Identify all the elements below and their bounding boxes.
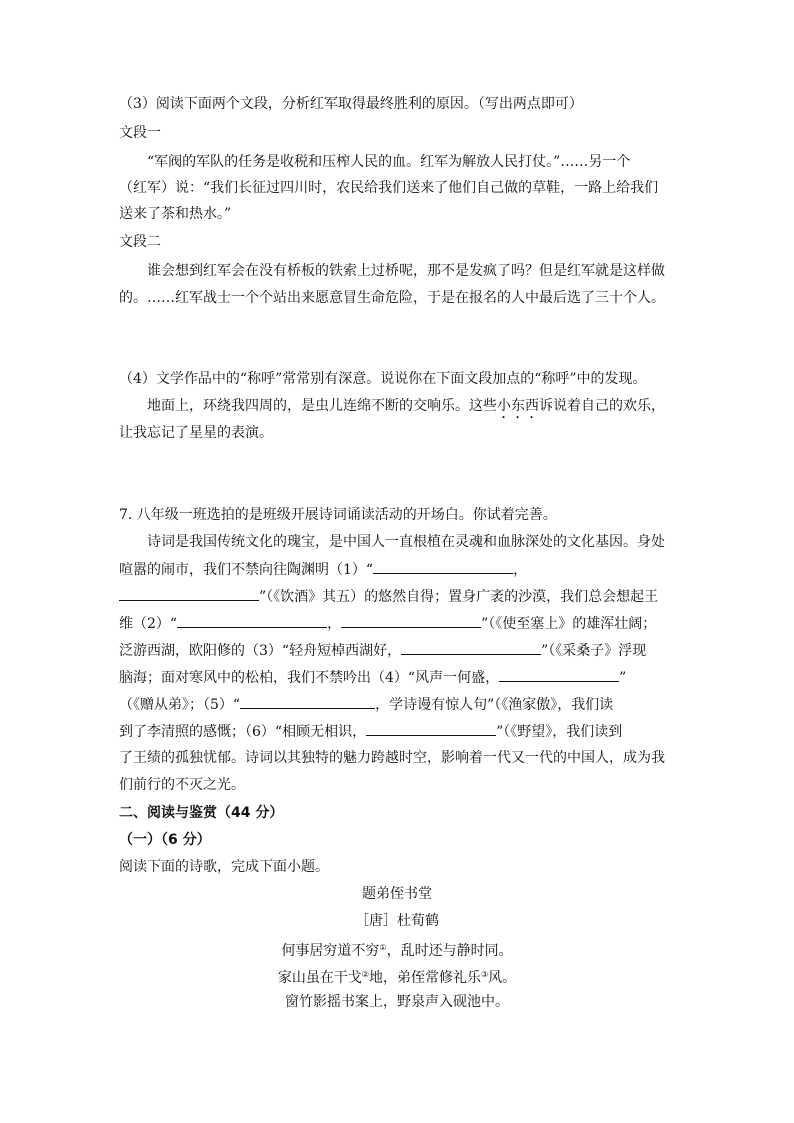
- q7-line8-b: ，学诗谩有惊人句”（《渔家傲》，我们读: [375, 697, 614, 713]
- blank-3[interactable]: [401, 640, 541, 655]
- blank-5[interactable]: [240, 694, 375, 709]
- poem-line1-a: 何事居穷道不穷: [281, 943, 380, 959]
- q7-line9-b: ”（《野望》，我们读到: [496, 724, 623, 740]
- q4-line1-a: 地面上，环绕我四周的，是虫儿连绵不断的交响乐。这些: [147, 398, 497, 414]
- q7-line4-b: ”（《饮酒》其五）的悠然自得；置身广袤的沙漠，我们总会想起王: [259, 589, 659, 605]
- section2-instruction: 阅读下面的诗歌，完成下面小题。: [119, 859, 329, 875]
- blank-2b[interactable]: [341, 613, 481, 628]
- poem-author: ［唐］杜荀鹤: [355, 913, 439, 929]
- q3-seg1-title: 文段一: [119, 125, 161, 141]
- q7-line11: 们前行的不灭之光。: [119, 777, 245, 793]
- poem-line1-b: ，乱时还与静时同。: [386, 943, 513, 959]
- poem-line1: [0, 938, 794, 961]
- footnote-mark-1: ①: [379, 943, 387, 952]
- q4-prompt: （4）文学作品中的“称呼”常常别有深意。说说你在下面文段加点的“称呼”中的发现。: [119, 371, 647, 387]
- q3-seg2-title: 文段二: [119, 234, 161, 250]
- q4-line2: 让我忘记了星星的表演。: [119, 425, 273, 441]
- q7-line7-b: ”: [619, 670, 627, 686]
- q4-dotted-term: 小东西: [497, 398, 539, 414]
- q4-line1-b: 诉说着自己的欢乐，: [539, 398, 665, 414]
- q3-seg2-line2: 的。……红军战士一个个站出来愿意冒生命危险，于是在报名的人中最后选了三十个人。: [119, 290, 665, 306]
- q7-line9-a: 到了李清照的感慨；（6）“相顾无相识，: [119, 724, 367, 740]
- q3-prompt: （3）阅读下面两个文段，分析红军取得最终胜利的原因。（写出两点即可）: [119, 96, 583, 112]
- q7-line9: [119, 721, 622, 742]
- section2-heading: 二、阅读与鉴赏（44 分）: [119, 805, 284, 821]
- q4-line1: [147, 396, 665, 422]
- blank-1b[interactable]: [119, 586, 259, 601]
- q7-line5-c: ”（《使至塞上》的雄浑壮阔；: [481, 616, 657, 632]
- q7-line4: [119, 586, 658, 607]
- q3-seg1-line3: 送来了茶和热水。”: [119, 206, 232, 222]
- blank-1a[interactable]: [373, 559, 513, 574]
- q7-line8: [119, 694, 613, 715]
- q7-title: 7. 八年级一班选拍的是班级开展诗词诵读活动的开场白。你试着完善。: [119, 507, 557, 523]
- poem-title: 题弟侄书堂: [362, 886, 432, 902]
- poem-line2-b: 地，弟侄常修礼乐: [369, 970, 481, 986]
- q3-seg1-line2: （红军）说：“我们长征过四川时，农民给我们送来了他们自己做的草鞋，一路上给我们: [119, 180, 659, 196]
- footnote-mark-3: ③: [481, 970, 489, 979]
- q7-line10: 了王绩的孤独忧郁。诗词以其独特的魅力跨越时空，影响着一代又一代的中国人，成为我: [119, 750, 665, 766]
- q7-line2: 诗词是我国传统文化的瑰宝，是中国人一直根植在灵魂和血脉深处的文化基因。身处: [147, 534, 665, 550]
- poem-line3: 窗竹影摇书案上，野泉声入砚池中。: [285, 994, 509, 1010]
- footnote-mark-2: ②: [361, 970, 369, 979]
- q7-line3-a: 喧嚣的闹市，我们不禁向往陶渊明（1）“: [119, 562, 374, 578]
- q7-line7-a: 脑海；面对寒风中的松柏，我们不禁吟出（4）“风声一何盛，: [119, 670, 500, 686]
- q7-line6: [119, 640, 646, 661]
- q7-line3: [119, 559, 527, 580]
- q7-line3-b: ，: [513, 562, 528, 578]
- q7-line5-b: ，: [327, 616, 342, 632]
- blank-6[interactable]: [366, 721, 496, 736]
- q7-line5: [119, 613, 656, 634]
- q7-line6-b: ”（《采桑子》浮现: [541, 643, 647, 659]
- q7-line6-a: 泛游西湖，欧阳修的（3）“轻舟短棹西湖好，: [119, 643, 402, 659]
- blank-4[interactable]: [499, 667, 619, 682]
- blank-2a[interactable]: [177, 613, 327, 628]
- poem-line2-c: 风。: [488, 970, 517, 986]
- section2-subheading: （一）（6 分）: [119, 832, 211, 848]
- q7-line5-a: 维（2）“: [119, 616, 178, 632]
- q3-seg2-line1: 谁会想到红军会在没有桥板的铁索上过桥呢，那不是发疯了吗？但是红军就是这样做: [147, 263, 665, 279]
- poem-line2: [0, 965, 794, 988]
- q7-line7: [119, 667, 626, 688]
- q3-seg1-line1: “军阀的军队的任务是收税和压榨人民的血。红军为解放人民打仗。”……另一个: [147, 154, 631, 170]
- poem-line2-a: 家山虽在干戈: [277, 970, 362, 986]
- q7-line8-a: （《赠从弟》；（5）“: [119, 697, 241, 713]
